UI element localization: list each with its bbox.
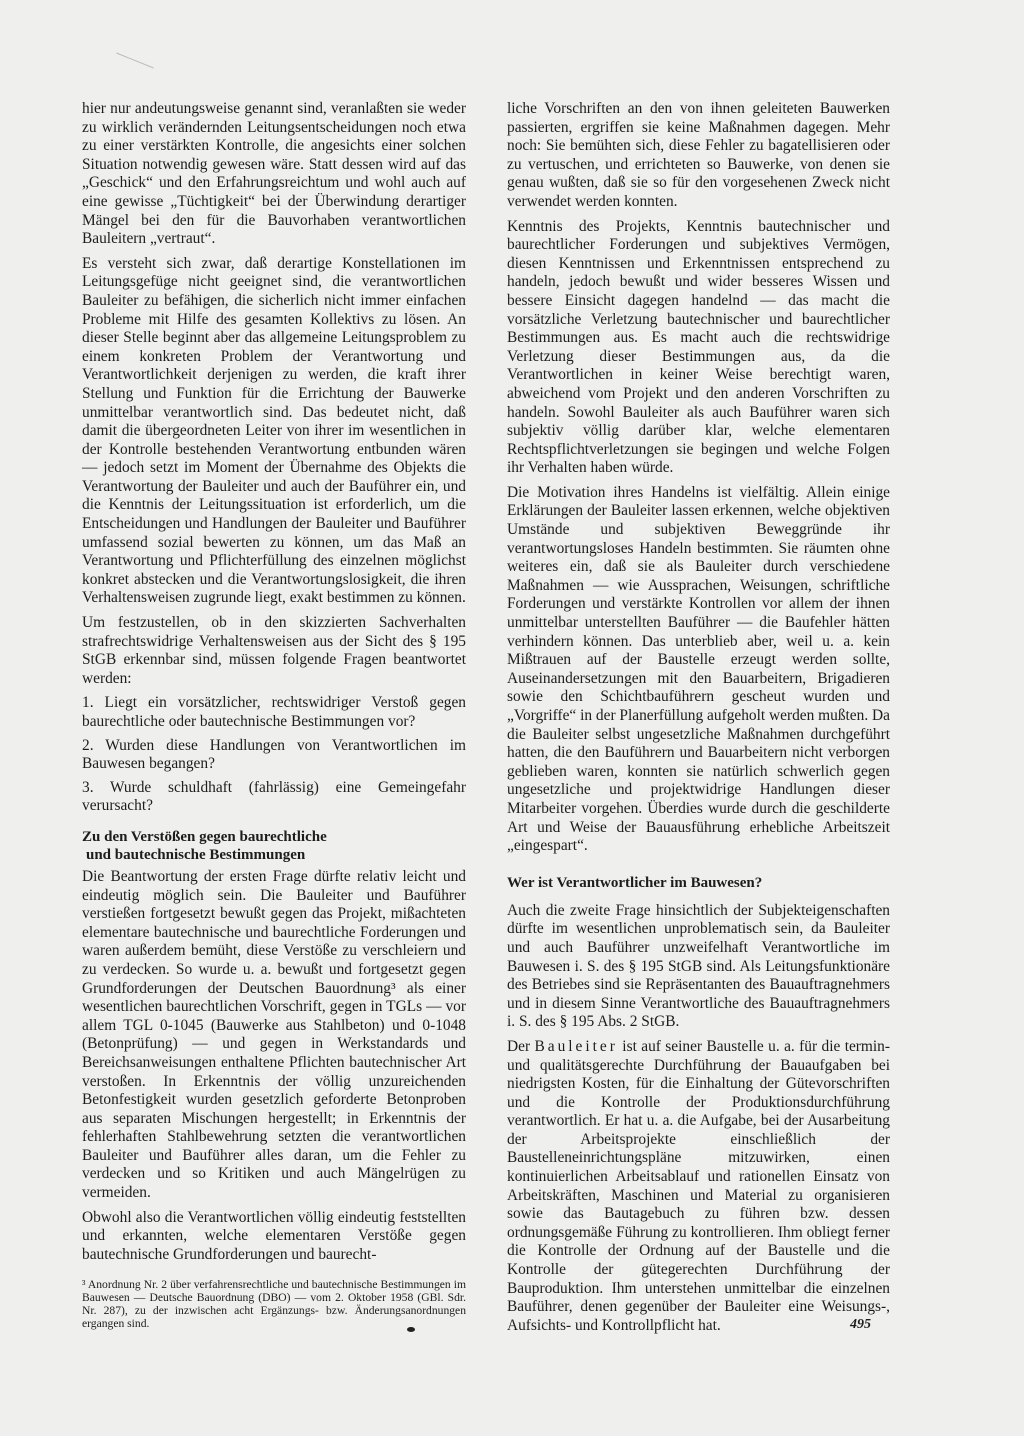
paragraph: Es versteht sich zwar, daß derartige Konstellationen im Leitungsgefüge nicht geeignet sind, die verantwortlichen Bauleiter zu befähigen, die sicherlich nicht immer einfachen Probleme mit Hilfe des gesamten Kollektivs zu lösen. An dieser Stelle beginnt aber das allgemeine Leitungsproblem zu einem konkreten Problem der Verantwortung und Verantwortlichkeit derjenigen zu werden, die kraft ihrer Stellung und Funktion für die Errichtung der Bauwerke unmittelbar verantwortlich sind. Das bedeutet nicht, daß damit die übergeordneten Leiter von ihrer im wesentlichen in der Kontrolle bestehenden Verantwortung entbunden wären — jedoch setzt im Moment der Übernahme des Objekts die Verantwortung der Bauleiter und auch der Bauführer ein, und die Kenntnis der Leitungssituation ist erforderlich, um die Entscheidungen und Handlungen der Bauleiter und Bauführer umfassend sozial bewerten zu können, um das Maß an Verantwortung und Pflichterfüllung des einzelnen möglichst konkret abstecken und die Verantwortungslosigkeit, die ihren Verhaltensweisen zugrunde liegt, exakt bestimmen zu können. xyxy=(82,254,466,607)
ink-dot xyxy=(407,1327,415,1332)
paragraph: Die Motivation ihres Handelns ist vielfältig. Allein einige Erklärungen der Bauleiter lassen erkennen, welche objektiven Umstände und subjektiven Beweggründe ihr verantwortungsloses Handeln bestimmten. Sie räumten ohne weiteres ein, daß sie als Bauleiter durch verschiedene Maßnahmen — wie Aussprachen, Weisungen, schriftliche Forderungen und verstärkte Kontrollen vor allem der ihnen unmittelbar unterstellten Bauführer — die Baufehler hätten verhindern können. Das unterblieb aber, weil u. a. kein Mißtrauen auf der Baustelle erzeugt werden sollte, Auseinandersetzungen mit den Bauarbeitern, Brigadieren sowie den Schichtbauführern gescheut wurden und „Vorgriffe“ in der Planerfüllung aufgeholt werden mußten. Da die Bauleiter selbst ungesetzliche Maßnahmen durchgeführt hatten, die den Bauführern und Bauarbeitern nicht verborgen geblieben waren, konnten sie natürlich schwerlich gegen ungesetzliche und projektwidrige Handlungen dieser Mitarbeiter vorgehen. Überdies wurde durch die geschilderte Art und Weise der Bauausführung erhebliche Arbeitszeit „eingespart“. xyxy=(507,483,890,855)
paragraph: Um festzustellen, ob in den skizzierten Sachverhalten strafrechtswidrige Verhaltensweisen aus der Sicht des § 195 StGB erkennbar sind, müssen folgende Fragen beantwortet werden: xyxy=(82,614,466,687)
question-2: 2. Wurden diese Handlungen von Verantwortlichen im Bauwesen begangen? xyxy=(82,736,466,773)
scan-mark xyxy=(116,53,153,69)
paragraph-prefix: Der xyxy=(507,1037,535,1055)
section-heading xyxy=(82,828,466,864)
paragraph: Auch die zweite Frage hinsichtlich der Subjekteigenschaften dürfte im wesentlichen unproblematisch sein, da Bauleiter und auch Bauführer unzweifelhaft Verantwortliche im Bauwesen i. S. des § 195 StGB sind. Als Leitungsfunktionäre des Betriebes sind sie Repräsentanten des Bauauftragnehmers und in diesem Sinne Verantwortliche des Bauauftragnehmers i. S. des § 195 Abs. 2 StGB. xyxy=(507,901,890,1031)
question-3: 3. Wurde schuldhaft (fahrlässig) eine Gemeingefahr verursacht? xyxy=(82,778,466,815)
page-number: 495 xyxy=(850,1317,871,1332)
paragraph: Die Beantwortung der ersten Frage dürfte relativ leicht und eindeutig möglich sein. Die Bauleiter und Bauführer verstießen fortgesetzt bewußt gegen das Projekt, mißachteten elementare bautechnische und baurechtliche Forderungen und waren außerdem bemüht, diese Verstöße zu verschleiern und zu verdecken. So wurde u. a. bewußt und fortgesetzt gegen Grundforderungen der Deutschen Bauordnung³ als einer wesentlichen baurechtlichen Vorschrift, gegen in TGLs — vor allem TGL 0-1045 (Bauwerke aus Stahlbeton) und 0-1048 (Betonprüfung) — und gegen in Werkstandards und Bereichsanweisungen enthaltene Pflichten bautechnischer Art verstoßen. In Erkenntnis der völlig unzureichenden Betonfestigkeit wurden gesetzlich geforderte Betonproben aus separaten Mischungen hergestellt; in Erkenntnis der fehlerhaften Stahlbewehrung setzten die verantwortlichen Bauleiter und Bauführer alles daran, um die Fehler zu verdecken und so Kritiken und auch Mängelrügen zu vermeiden. xyxy=(82,867,466,1202)
section-heading: Wer ist Verantwortlicher im Bauwesen? xyxy=(507,874,763,891)
right-column xyxy=(507,100,890,1341)
footnote: ³ Anordnung Nr. 2 über verfahrensrechtliche und bautechnische Bestimmungen im Bauwesen — Deutsche Bauordnung (DBO) — vom 2. Oktober 1958 (GBl. Sdr. Nr. 287), zu der inzwischen acht Ergänzungs- bzw. Änderungsanordnungen ergangen sind. xyxy=(82,1278,466,1331)
paragraph xyxy=(507,1038,890,1336)
left-column xyxy=(82,100,466,1330)
question-1: 1. Liegt ein vorsätzlicher, rechtswidriger Verstoß gegen baurechtliche oder bautechnische Bestimmungen vor? xyxy=(82,694,466,730)
section-heading-line-1: Zu den Verstößen gegen baurechtliche xyxy=(82,828,327,845)
spaced-term: Bauleiter xyxy=(534,1037,618,1055)
paragraph-body: ist auf seiner Baustelle u. a. für die termin- und qualitätsgerechte Durchführung der Bauaufgaben bei niedrigsten Kosten, für die Einhaltung der Gütevorschriften und die Kontrolle der Produktionsdurchführung verantwortlich. Er hat u. a. die Aufgabe, bei der Ausarbeitung der Arbeitsprojekte einschließlich der Baustelleneinrichtungspläne mitzuwirken, einen kontinuierlichen Arbeitsablauf und rationellen Einsatz von Arbeitskräften, Maschinen und Material zu organisieren sowie das Bautagebuch zu führen bzw. dessen ordnungsgemäße Führung zu kontrollieren. Ihm obliegt ferner die Kontrolle der Ordnung auf der Baustelle und die Kontrolle der gütegerechten Durchführung der Bauproduktion. Ihm unterstehen unmittelbar die einzelnen Bauführer, denen gegenüber der Bauleiter eine Weisungs-, Aufsichts- und Kontrollpflicht hat. xyxy=(507,1037,890,1334)
section-heading-line-2: und bautechnische Bestimmungen xyxy=(86,846,306,863)
paragraph: Obwohl also die Verantwortlichen völlig eindeutig feststellten und erkannten, welche elementaren Verstöße gegen bautechnische Grundforderungen und baurecht- xyxy=(82,1208,466,1263)
paragraph: liche Vorschriften an den von ihnen geleiteten Bauwerken passierten, ergriffen sie keine Maßnahmen dagegen. Mehr noch: Sie bemühten sich, diese Fehler zu bagatellisieren oder zu vertuschen, und errichteten so Bauwerke, von denen sie genau wußten, daß sie so für den vorgesehenen Zweck nicht verwendet werden konnten. xyxy=(507,100,890,210)
paragraph: Kenntnis des Projekts, Kenntnis bautechnischer und baurechtlicher Forderungen und subjektives Vermögen, diesen Kenntnissen und Erkenntnissen entsprechend zu handeln, jedoch bewußt und wider besseres Wissen und bessere Einsicht dagegen handelnd — das macht die vorsätzliche Verletzung bautechnischer und baurechtlicher Bestimmungen aus. Es macht auch die rechtswidrige Verletzung dieser Bestimmungen aus, da die Verantwortlichen in keiner Weise berechtigt waren, abweichend vom Projekt und den anderen Vorschriften zu handeln. Sowohl Bauleiter als auch Bauführer waren sich subjektiv völlig darüber klar, welche elementaren Rechtspflichtverletzungen sie begingen und welche Folgen ihr Verhalten haben würde. xyxy=(507,217,890,477)
paragraph: hier nur andeutungsweise genannt sind, veranlaßten sie weder zu wirklich verändernden Leitungsentscheidungen noch etwa zu einer verstärkten Kontrolle, die angesichts einer solchen Situation notwendig gewesen wäre. Statt dessen wird auf das „Geschick“ und den Erfahrungsreichtum und wohl auch auf eine gewisse „Tüchtigkeit“ bei der Überwindung derartiger Mängel bei den für die Bauvorhaben verantwortlichen Bauleitern „vertraut“. xyxy=(82,100,466,248)
